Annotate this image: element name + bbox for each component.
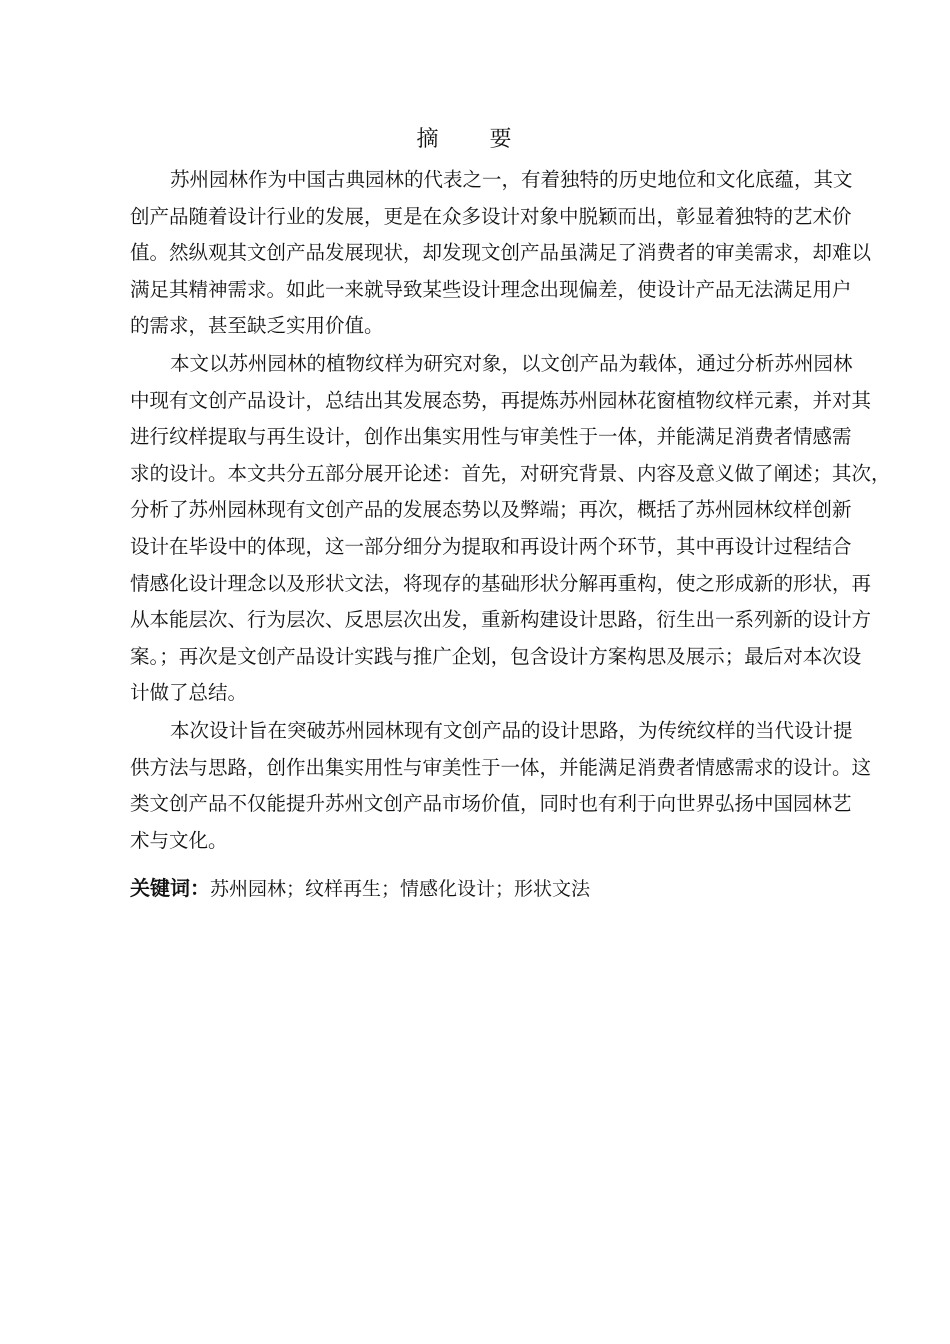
text-line: 设计在毕设中的体现，这一部分细分为提取和再设计两个环节，其中再设计过程结合	[130, 534, 852, 558]
text-line: 本次设计旨在突破苏州园林现有文创产品的设计思路，为传统纹样的当代设计提	[170, 718, 853, 742]
text-line: 苏州园林作为中国古典园林的代表之一，有着独特的历史地位和文化底蕴，其文	[170, 168, 853, 191]
text-line: 供方法与思路，创作出集实用性与审美性于一体，并能满足消费者情感需求的设计。这	[130, 755, 872, 779]
text-line: 中现有文创产品设计，总结出其发展态势，再提炼苏州园林花窗植物纹样元素，并对其	[130, 388, 872, 412]
text-line: 术与文化。	[130, 828, 228, 852]
text-line: 案。；再次是文创产品设计实践与推广企划，包含设计方案构思及展示；最后对本次设	[130, 644, 862, 668]
text-line: 类文创产品不仅能提升苏州文创产品市场价值，同时也有利于向世界弘扬中国园林艺	[130, 792, 852, 816]
paragraph	[130, 346, 891, 712]
text-line: 满足其精神需求。如此一来就导致某些设计理念出现偏差，使设计产品无法满足用户	[130, 277, 852, 301]
text-line: 从本能层次、行为层次、反思层次出发，重新构建设计思路，衍生出一系列新的设计方	[130, 608, 872, 632]
paragraph	[130, 713, 872, 859]
text-line: 本文以苏州园林的植物纹样为研究对象，以文创产品为载体，通过分析苏州园林	[170, 351, 853, 375]
text-line: 值。然纵观其文创产品发展现状，却发现文创产品虽满足了消费者的审美需求，却难以	[130, 241, 872, 265]
text-line: 进行纹样提取与再生设计，创作出集实用性与审美性于一体，并能满足消费者情感需	[130, 425, 852, 449]
abstract-title: 摘 要	[416, 127, 534, 152]
abstract-body	[130, 162, 891, 904]
paragraph	[130, 162, 872, 345]
text-line: 创产品随着设计行业的发展，更是在众多设计对象中脱颖而出，彰显着独特的艺术价	[130, 204, 852, 228]
text-line: 求的设计。本文共分五部分展开论述：首先，对研究背景、内容及意义做了阐述；其次，	[130, 461, 891, 485]
keywords-value: 苏州园林；纹样再生；情感化设计；形状文法	[210, 878, 591, 901]
text-line: 的需求，甚至缺乏实用价值。	[130, 314, 384, 338]
keywords	[130, 873, 834, 904]
text-line: 计做了总结。	[130, 681, 248, 705]
text-line: 分析了苏州园林现有文创产品的发展态势以及弊端；再次，概括了苏州园林纹样创新	[130, 498, 852, 522]
text-line: 情感化设计理念以及形状文法，将现存的基础形状分解再重构，使之形成新的形状，再	[130, 571, 872, 595]
keywords-label: 关键词：	[130, 876, 210, 901]
